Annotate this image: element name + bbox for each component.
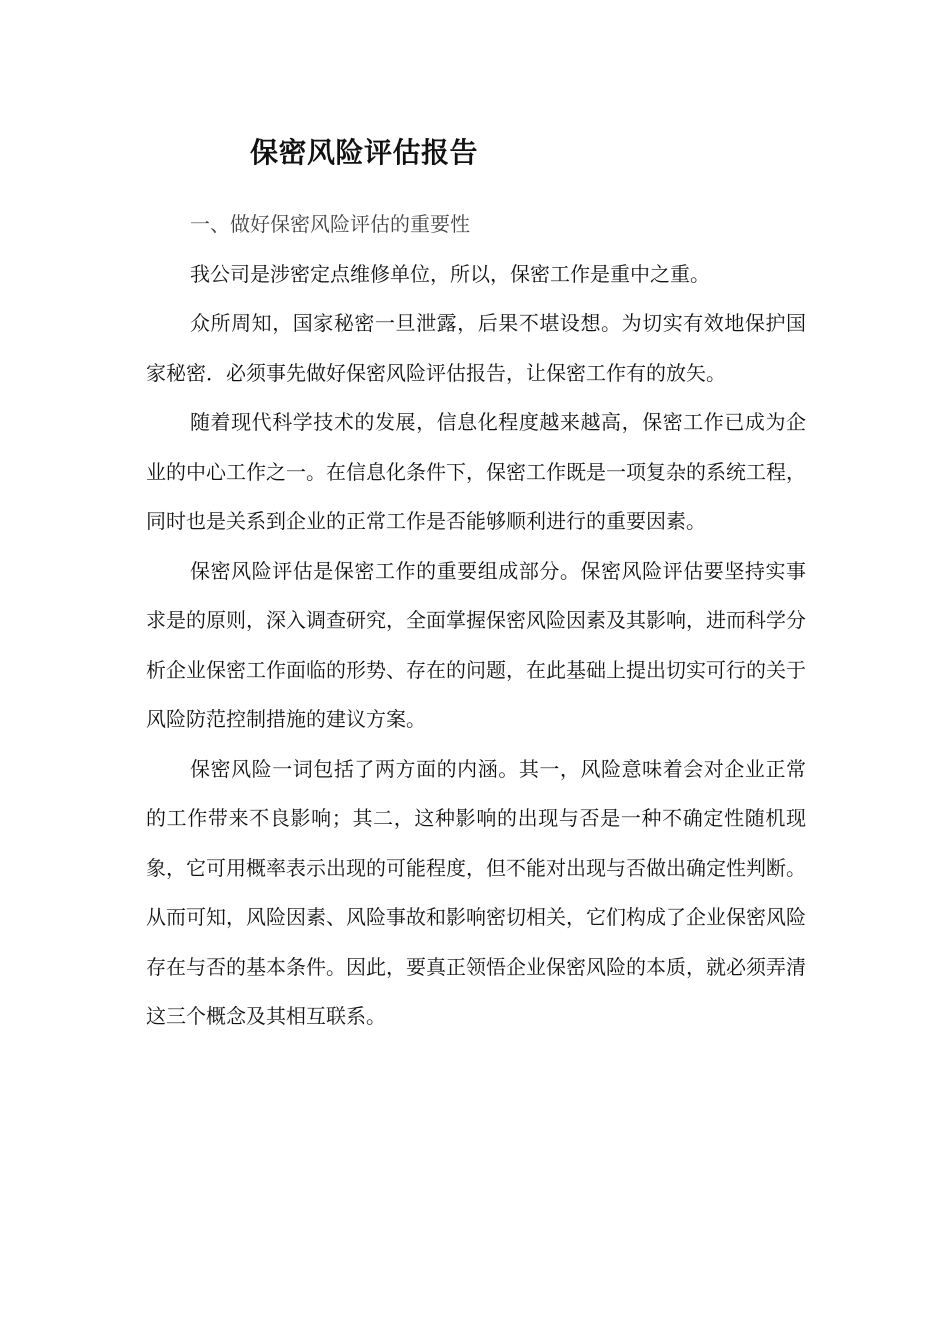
paragraph-3: 随着现代科学技术的发展，信息化程度越来越高，保密工作已成为企业的中心工作之一。在信息化条件下，保密工作既是一项复杂的系统工程，同时也是关系到企业的正常工作是否能够顺利进行的重要因素。 xyxy=(146,410,806,533)
paragraph-1: 我公司是涉密定点维修单位，所以，保密工作是重中之重。 xyxy=(190,261,710,286)
paragraph-4: 保密风险评估是保密工作的重要组成部分。保密风险评估要坚持实事求是的原则，深入调查研究，全面掌握保密风险因素及其影响，进而科学分析企业保密工作面临的形势、存在的问题，在此基础上提出切实可行的关于风险防范控制措施的建议方案。 xyxy=(146,558,806,731)
section-heading: 一、做好保密风险评估的重要性 xyxy=(190,212,470,236)
paragraph-5: 保密风险一词包括了两方面的内涵。其一，风险意味着会对企业正常的工作带来不良影响；其二，这种影响的出现与否是一种不确定性随机现象，它可用概率表示出现的可能程度，但不能对出现与否做出确定性判断。从而可知，风险因素、风险事故和影响密切相关，它们构成了企业保密风险存在与否的基本条件。因此，要真正领悟企业保密风险的本质，就必须弄清这三个概念及其相互联系。 xyxy=(146,756,806,1028)
document-body xyxy=(146,200,806,1042)
paragraph-2: 众所周知，国家秘密一旦泄露，后果不堪设想。为切实有效地保护国家秘密．必须事先做好保密风险评估报告，让保密工作有的放矢。 xyxy=(146,311,806,385)
document-title: 保密风险评估报告 xyxy=(250,136,479,169)
